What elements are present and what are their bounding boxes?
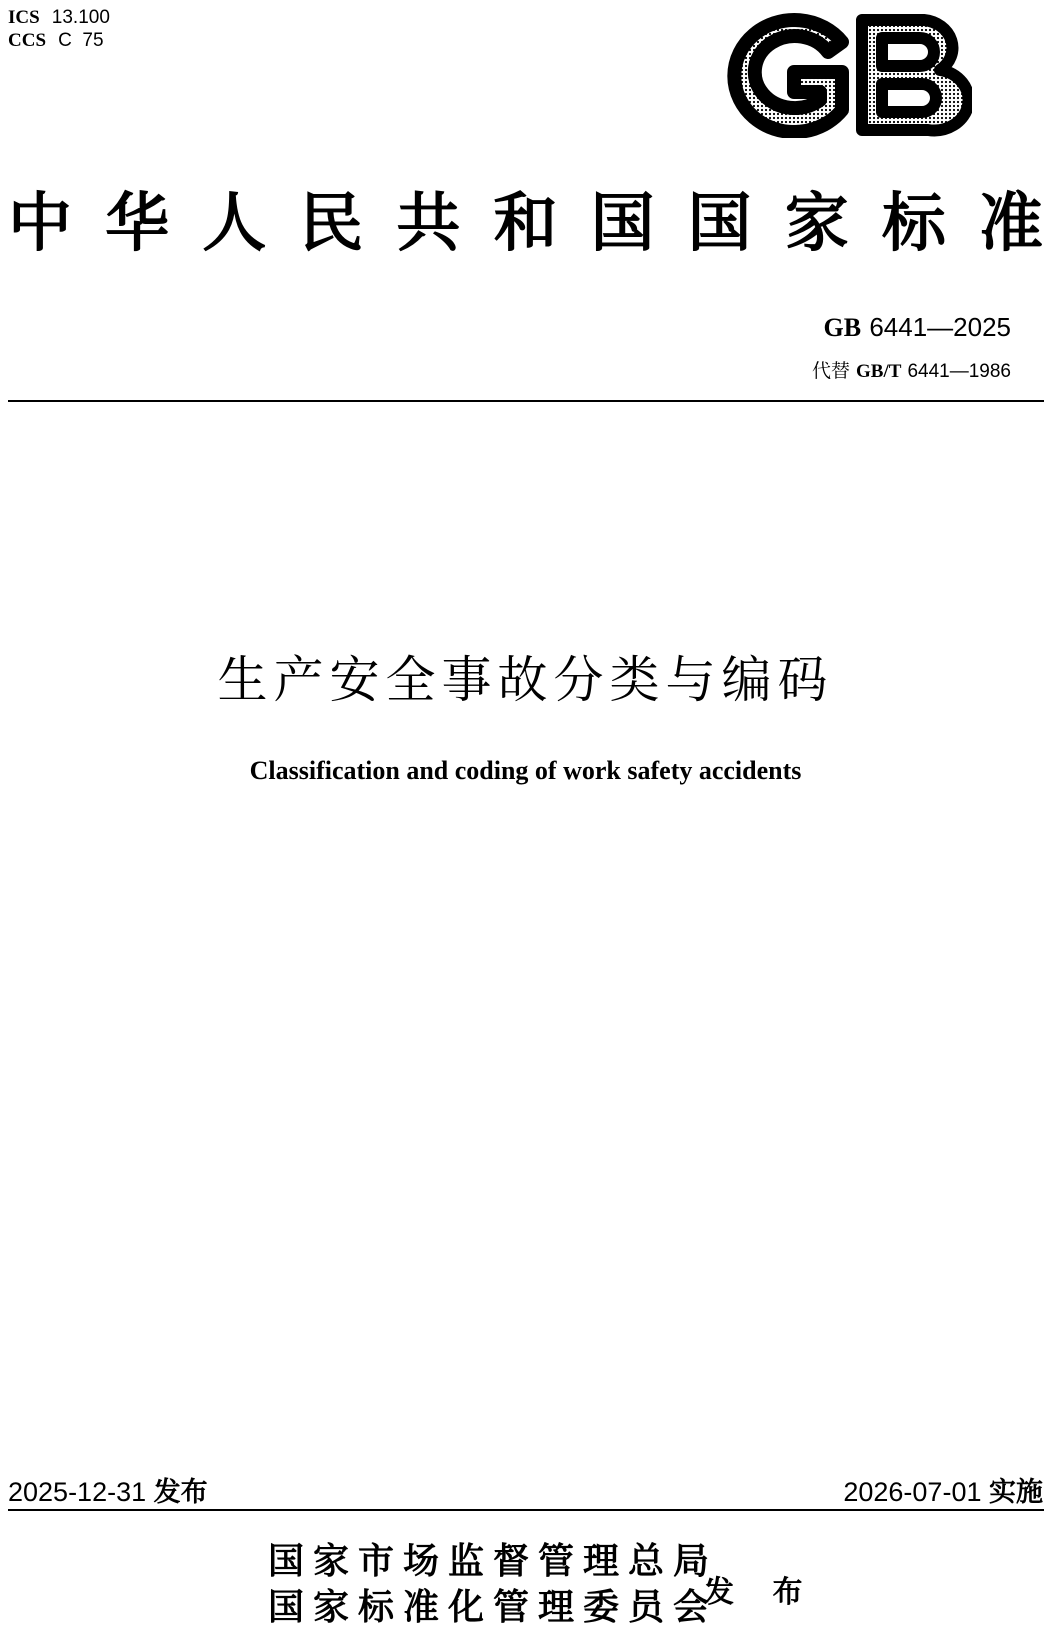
gb-logo-icon	[724, 12, 972, 138]
publish-label: 发 布	[704, 1575, 817, 1610]
document-title-zh: 生产安全事故分类与编码	[217, 651, 834, 709]
issue-date: 2025-12-31 发布	[8, 1477, 208, 1508]
ccs-code: CCS C 75	[8, 30, 104, 51]
replaces-standard: 代替 GB/T 6441—1986	[811, 360, 1011, 382]
document-title-en: Classification and coding of work safety accidents	[249, 756, 802, 785]
issuing-authorities	[268, 1538, 718, 1630]
header-divider	[8, 400, 1044, 402]
standard-number: GB 6441—2025	[823, 312, 1011, 342]
issuer-samr: 国家市场监督管理总局	[268, 1540, 719, 1582]
national-standard-title: 中 华 人 民 共 和 国 国 家 标 准	[8, 186, 1043, 261]
effective-date: 2026-07-01 实施	[843, 1477, 1043, 1508]
issuer-sac: 国家标准化管理委员会	[268, 1586, 719, 1628]
footer-divider	[8, 1509, 1044, 1511]
ics-code: ICS 13.100	[8, 7, 110, 28]
classification-codes	[8, 6, 110, 52]
